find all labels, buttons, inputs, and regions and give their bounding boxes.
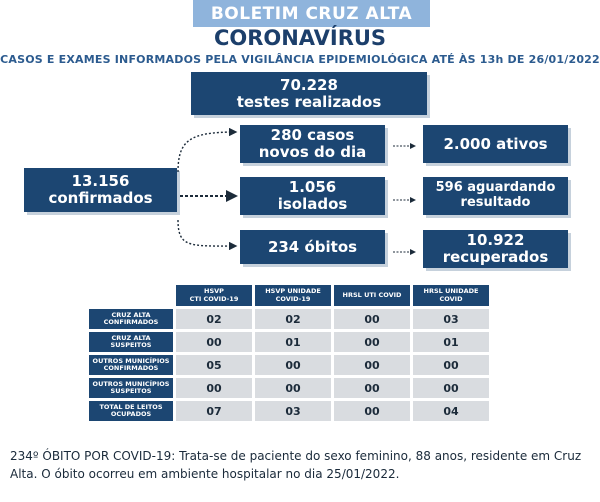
table-row [89,309,489,329]
table-cell: 00 [176,378,252,398]
column-header: HSVP CTI COVID-19 [176,285,252,306]
table-row [89,355,489,375]
table-cell: 03 [255,401,331,421]
row-header: TOTAL DE LEITOS OCUPADOS [89,401,173,421]
tests-box [191,72,427,115]
table-cell: 00 [334,332,410,352]
table-cell: 07 [176,401,252,421]
awaiting-box [423,177,568,215]
recovered-number: 10.922 [466,231,525,250]
table-cell: 02 [176,309,252,329]
deaths-box [240,230,385,264]
table-row [89,401,489,421]
table-cell: 00 [334,309,410,329]
table-cell: 00 [334,355,410,375]
awaiting-label: resultado [460,195,531,210]
table-cell: 01 [413,332,489,352]
table-cell: 00 [255,355,331,375]
table-row [89,378,489,398]
table-cell: 00 [334,401,410,421]
page-title: CORONAVÍRUS [213,26,387,50]
row-header: CRUZ ALTA CONFIRMADOS [89,309,173,329]
confirmed-box [24,168,177,212]
table-cell: 00 [255,378,331,398]
table-header-row [89,285,489,306]
table-cell: 05 [176,355,252,375]
arrow-to-deaths [178,220,236,246]
table-cell: 00 [413,378,489,398]
table-cell: 01 [255,332,331,352]
recovered-box [423,230,568,268]
bulletin-banner: BOLETIM CRUZ ALTA [193,0,430,27]
tests-label: testes realizados [236,92,382,111]
hospital-beds-table [86,282,492,424]
table-corner [89,285,173,306]
isolated-number: 1.056 [288,178,337,197]
recovered-label: recuperados [442,248,549,266]
row-header: OUTROS MUNICÍPIOS CONFIRMADOS [89,355,173,375]
table-cell: 00 [413,355,489,375]
death-note: 234º ÓBITO POR COVID-19: Trata-se de paciente do sexo feminino, 88 anos, residente em Cruz Alta. O óbito ocorreu em ambiente hospitalar no dia 25/01/2022. [10,449,582,481]
new-cases-box [240,125,385,163]
page-subtitle: CASOS E EXAMES INFORMADOS PELA VIGILÂNCIA EPIDEMIOLÓGICA ATÉ ÀS 13h DE 26/01/2022 [0,53,600,66]
isolated-box [240,177,385,215]
table-cell: 00 [334,378,410,398]
column-header: HRSL UNIDADE COVID [413,285,489,306]
table-cell: 04 [413,401,489,421]
confirmed-number: 13.156 [71,172,130,191]
table-cell: 03 [413,309,489,329]
active-text: 2.000 ativos [443,134,548,153]
table-cell: 02 [255,309,331,329]
active-box [423,125,568,163]
column-header: HSVP UNIDADE COVID-19 [255,285,331,306]
table-row [89,332,489,352]
awaiting-number: 596 aguardando [435,180,556,196]
arrow-to-new-cases [178,132,236,172]
tests-number: 70.228 [280,75,338,94]
row-header: OUTROS MUNICÍPIOS SUSPEITOS [89,378,173,398]
new-cases-label: novos do dia [258,143,367,161]
deaths-text: 234 óbitos [267,237,358,256]
isolated-label: isolados [277,195,348,213]
confirmed-label: confirmados [48,189,153,207]
table-cell: 00 [176,332,252,352]
column-header: HRSL UTI COVID [334,285,410,306]
new-cases-number: 280 casos [270,126,355,145]
row-header: CRUZ ALTA SUSPEITOS [89,332,173,352]
